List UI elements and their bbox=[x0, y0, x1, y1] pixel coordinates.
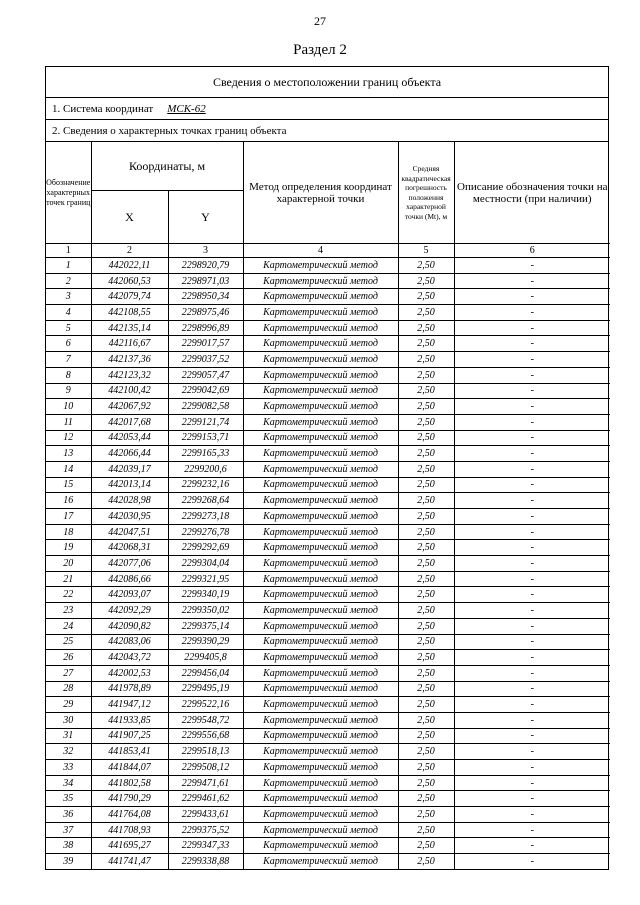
header-description: Описание обозначения точки на местности (при наличии) bbox=[454, 142, 610, 244]
error-cell: 2,50 bbox=[398, 477, 454, 493]
y-coordinate-cell: 2299433,61 bbox=[168, 807, 243, 823]
y-coordinate-cell: 2298950,34 bbox=[168, 289, 243, 305]
method-cell: Картометрический метод bbox=[243, 634, 398, 650]
error-cell: 2,50 bbox=[398, 367, 454, 383]
x-coordinate-cell: 442043,72 bbox=[91, 650, 168, 666]
point-number-cell: 14 bbox=[46, 461, 91, 477]
error-cell: 2,50 bbox=[398, 461, 454, 477]
description-cell: - bbox=[454, 414, 610, 430]
description-cell: - bbox=[454, 822, 610, 838]
method-cell: Картометрический метод bbox=[243, 305, 398, 321]
point-number-cell: 32 bbox=[46, 744, 91, 760]
y-coordinate-cell: 2299268,64 bbox=[168, 493, 243, 509]
table-row bbox=[46, 305, 610, 321]
error-cell: 2,50 bbox=[398, 775, 454, 791]
point-number-cell: 2 bbox=[46, 273, 91, 289]
method-cell: Картометрический метод bbox=[243, 775, 398, 791]
method-cell: Картометрический метод bbox=[243, 273, 398, 289]
coord-system-value: МСК-62 bbox=[167, 102, 206, 115]
error-cell: 2,50 bbox=[398, 540, 454, 556]
y-coordinate-cell: 2298971,03 bbox=[168, 273, 243, 289]
x-coordinate-cell: 441708,93 bbox=[91, 822, 168, 838]
point-number-cell: 33 bbox=[46, 760, 91, 776]
y-coordinate-cell: 2299340,19 bbox=[168, 587, 243, 603]
y-coordinate-cell: 2299556,68 bbox=[168, 728, 243, 744]
table-row bbox=[46, 587, 610, 603]
error-cell: 2,50 bbox=[398, 665, 454, 681]
section-title: Раздел 2 bbox=[293, 42, 347, 58]
table-row bbox=[46, 446, 610, 462]
point-number-cell: 4 bbox=[46, 305, 91, 321]
error-cell: 2,50 bbox=[398, 681, 454, 697]
x-coordinate-cell: 442030,95 bbox=[91, 509, 168, 525]
point-number-cell: 3 bbox=[46, 289, 91, 305]
description-cell: - bbox=[454, 634, 610, 650]
point-number-cell: 18 bbox=[46, 524, 91, 540]
table-row bbox=[46, 822, 610, 838]
description-cell: - bbox=[454, 838, 610, 854]
point-number-cell: 31 bbox=[46, 728, 91, 744]
x-coordinate-cell: 442066,44 bbox=[91, 446, 168, 462]
y-coordinate-cell: 2299273,18 bbox=[168, 509, 243, 525]
y-coordinate-cell: 2299405,8 bbox=[168, 650, 243, 666]
x-coordinate-cell: 441802,58 bbox=[91, 775, 168, 791]
description-cell: - bbox=[454, 760, 610, 776]
table-row bbox=[46, 775, 610, 791]
x-coordinate-cell: 442086,66 bbox=[91, 571, 168, 587]
table-row bbox=[46, 352, 610, 368]
x-coordinate-cell: 441947,12 bbox=[91, 697, 168, 713]
y-coordinate-cell: 2299042,69 bbox=[168, 383, 243, 399]
y-coordinate-cell: 2299518,13 bbox=[168, 744, 243, 760]
table-row bbox=[46, 712, 610, 728]
description-cell: - bbox=[454, 854, 610, 869]
x-coordinate-cell: 441790,29 bbox=[91, 791, 168, 807]
table-row bbox=[46, 493, 610, 509]
x-coordinate-cell: 442022,11 bbox=[91, 258, 168, 274]
method-cell: Картометрический метод bbox=[243, 618, 398, 634]
table-row bbox=[46, 524, 610, 540]
y-coordinate-cell: 2299153,71 bbox=[168, 430, 243, 446]
x-coordinate-cell: 442079,74 bbox=[91, 289, 168, 305]
column-number: 2 bbox=[91, 244, 168, 258]
column-number: 6 bbox=[454, 244, 610, 258]
description-cell: - bbox=[454, 744, 610, 760]
x-coordinate-cell: 442028,98 bbox=[91, 493, 168, 509]
description-cell: - bbox=[454, 650, 610, 666]
point-number-cell: 5 bbox=[46, 320, 91, 336]
method-cell: Картометрический метод bbox=[243, 383, 398, 399]
error-cell: 2,50 bbox=[398, 838, 454, 854]
point-number-cell: 39 bbox=[46, 854, 91, 869]
description-cell: - bbox=[454, 477, 610, 493]
table-row bbox=[46, 509, 610, 525]
error-cell: 2,50 bbox=[398, 273, 454, 289]
description-cell: - bbox=[454, 712, 610, 728]
description-cell: - bbox=[454, 509, 610, 525]
method-cell: Картометрический метод bbox=[243, 446, 398, 462]
point-number-cell: 22 bbox=[46, 587, 91, 603]
error-cell: 2,50 bbox=[398, 336, 454, 352]
point-number-cell: 19 bbox=[46, 540, 91, 556]
point-number-cell: 8 bbox=[46, 367, 91, 383]
error-cell: 2,50 bbox=[398, 399, 454, 415]
method-cell: Картометрический метод bbox=[243, 258, 398, 274]
description-cell: - bbox=[454, 697, 610, 713]
y-coordinate-cell: 2298996,89 bbox=[168, 320, 243, 336]
description-cell: - bbox=[454, 681, 610, 697]
method-cell: Картометрический метод bbox=[243, 822, 398, 838]
y-coordinate-cell: 2298975,46 bbox=[168, 305, 243, 321]
point-number-cell: 21 bbox=[46, 571, 91, 587]
x-coordinate-cell: 442047,51 bbox=[91, 524, 168, 540]
y-coordinate-cell: 2299017,57 bbox=[168, 336, 243, 352]
description-cell: - bbox=[454, 775, 610, 791]
method-cell: Картометрический метод bbox=[243, 493, 398, 509]
error-cell: 2,50 bbox=[398, 603, 454, 619]
header-row-1 bbox=[46, 142, 610, 191]
description-cell: - bbox=[454, 461, 610, 477]
table-row bbox=[46, 760, 610, 776]
table-row bbox=[46, 367, 610, 383]
table-row bbox=[46, 603, 610, 619]
description-cell: - bbox=[454, 603, 610, 619]
error-cell: 2,50 bbox=[398, 556, 454, 572]
error-cell: 2,50 bbox=[398, 744, 454, 760]
x-coordinate-cell: 442083,06 bbox=[91, 634, 168, 650]
point-number-cell: 7 bbox=[46, 352, 91, 368]
point-number-cell: 13 bbox=[46, 446, 91, 462]
table-row bbox=[46, 320, 610, 336]
y-coordinate-cell: 2299495,19 bbox=[168, 681, 243, 697]
y-coordinate-cell: 2298920,79 bbox=[168, 258, 243, 274]
x-coordinate-cell: 442039,17 bbox=[91, 461, 168, 477]
table-row bbox=[46, 540, 610, 556]
description-cell: - bbox=[454, 618, 610, 634]
method-cell: Картометрический метод bbox=[243, 289, 398, 305]
error-cell: 2,50 bbox=[398, 493, 454, 509]
y-coordinate-cell: 2299390,29 bbox=[168, 634, 243, 650]
y-coordinate-cell: 2299292,69 bbox=[168, 540, 243, 556]
y-coordinate-cell: 2299057,47 bbox=[168, 367, 243, 383]
table-row bbox=[46, 854, 610, 869]
method-cell: Картометрический метод bbox=[243, 681, 398, 697]
method-cell: Картометрический метод bbox=[243, 587, 398, 603]
header-method: Метод определения координат характерной точки bbox=[243, 142, 398, 244]
error-cell: 2,50 bbox=[398, 791, 454, 807]
description-cell: - bbox=[454, 493, 610, 509]
method-cell: Картометрический метод bbox=[243, 414, 398, 430]
error-cell: 2,50 bbox=[398, 289, 454, 305]
method-cell: Картометрический метод bbox=[243, 697, 398, 713]
y-coordinate-cell: 2299165,33 bbox=[168, 446, 243, 462]
y-coordinate-cell: 2299232,16 bbox=[168, 477, 243, 493]
method-cell: Картометрический метод bbox=[243, 336, 398, 352]
description-cell: - bbox=[454, 556, 610, 572]
point-number-cell: 16 bbox=[46, 493, 91, 509]
error-cell: 2,50 bbox=[398, 634, 454, 650]
method-cell: Картометрический метод bbox=[243, 430, 398, 446]
table-row bbox=[46, 461, 610, 477]
description-cell: - bbox=[454, 258, 610, 274]
x-coordinate-cell: 442092,29 bbox=[91, 603, 168, 619]
y-coordinate-cell: 2299347,33 bbox=[168, 838, 243, 854]
x-coordinate-cell: 442137,36 bbox=[91, 352, 168, 368]
y-coordinate-cell: 2299350,02 bbox=[168, 603, 243, 619]
method-cell: Картометрический метод bbox=[243, 571, 398, 587]
x-coordinate-cell: 441978,89 bbox=[91, 681, 168, 697]
y-coordinate-cell: 2299037,52 bbox=[168, 352, 243, 368]
error-cell: 2,50 bbox=[398, 728, 454, 744]
coord-system-label: 1. Система координат bbox=[52, 102, 154, 115]
description-cell: - bbox=[454, 665, 610, 681]
y-coordinate-cell: 2299548,72 bbox=[168, 712, 243, 728]
x-coordinate-cell: 442093,07 bbox=[91, 587, 168, 603]
column-number: 4 bbox=[243, 244, 398, 258]
y-coordinate-cell: 2299276,78 bbox=[168, 524, 243, 540]
table-row bbox=[46, 414, 610, 430]
description-cell: - bbox=[454, 807, 610, 823]
table-row bbox=[46, 681, 610, 697]
table-row bbox=[46, 477, 610, 493]
error-cell: 2,50 bbox=[398, 258, 454, 274]
x-coordinate-cell: 442135,14 bbox=[91, 320, 168, 336]
table-row bbox=[46, 289, 610, 305]
method-cell: Картометрический метод bbox=[243, 352, 398, 368]
table-row bbox=[46, 399, 610, 415]
point-number-cell: 23 bbox=[46, 603, 91, 619]
y-coordinate-cell: 2299375,14 bbox=[168, 618, 243, 634]
header-point-name: Обозначение характерных точек границ bbox=[46, 142, 91, 244]
table-row bbox=[46, 430, 610, 446]
column-number: 3 bbox=[168, 244, 243, 258]
method-cell: Картометрический метод bbox=[243, 320, 398, 336]
error-cell: 2,50 bbox=[398, 446, 454, 462]
x-coordinate-cell: 442077,06 bbox=[91, 556, 168, 572]
boundary-info-table bbox=[45, 66, 609, 870]
x-coordinate-cell: 441764,08 bbox=[91, 807, 168, 823]
table-row bbox=[46, 383, 610, 399]
description-cell: - bbox=[454, 446, 610, 462]
y-coordinate-cell: 2299522,16 bbox=[168, 697, 243, 713]
point-number-cell: 26 bbox=[46, 650, 91, 666]
x-coordinate-cell: 442017,68 bbox=[91, 414, 168, 430]
description-cell: - bbox=[454, 540, 610, 556]
point-number-cell: 20 bbox=[46, 556, 91, 572]
x-coordinate-cell: 442067,92 bbox=[91, 399, 168, 415]
x-coordinate-cell: 442060,53 bbox=[91, 273, 168, 289]
error-cell: 2,50 bbox=[398, 854, 454, 869]
method-cell: Картометрический метод bbox=[243, 712, 398, 728]
error-cell: 2,50 bbox=[398, 430, 454, 446]
point-number-cell: 25 bbox=[46, 634, 91, 650]
description-cell: - bbox=[454, 524, 610, 540]
point-number-cell: 12 bbox=[46, 430, 91, 446]
header-x: X bbox=[91, 191, 168, 244]
x-coordinate-cell: 442090,82 bbox=[91, 618, 168, 634]
table-title: Сведения о местоположении границ объекта bbox=[46, 67, 608, 98]
error-cell: 2,50 bbox=[398, 650, 454, 666]
method-cell: Картометрический метод bbox=[243, 728, 398, 744]
table-row bbox=[46, 556, 610, 572]
description-cell: - bbox=[454, 430, 610, 446]
method-cell: Картометрический метод bbox=[243, 760, 398, 776]
method-cell: Картометрический метод bbox=[243, 665, 398, 681]
x-coordinate-cell: 441695,27 bbox=[91, 838, 168, 854]
error-cell: 2,50 bbox=[398, 587, 454, 603]
method-cell: Картометрический метод bbox=[243, 807, 398, 823]
method-cell: Картометрический метод bbox=[243, 477, 398, 493]
x-coordinate-cell: 441844,07 bbox=[91, 760, 168, 776]
table-row bbox=[46, 807, 610, 823]
table-row bbox=[46, 728, 610, 744]
method-cell: Картометрический метод bbox=[243, 556, 398, 572]
point-number-cell: 6 bbox=[46, 336, 91, 352]
y-coordinate-cell: 2299461,62 bbox=[168, 791, 243, 807]
header-error: Средняя квадратическая погрешность положения характерной точки (Mt), м bbox=[398, 142, 454, 244]
error-cell: 2,50 bbox=[398, 822, 454, 838]
error-cell: 2,50 bbox=[398, 305, 454, 321]
description-cell: - bbox=[454, 305, 610, 321]
error-cell: 2,50 bbox=[398, 383, 454, 399]
table-row bbox=[46, 571, 610, 587]
y-coordinate-cell: 2299338,88 bbox=[168, 854, 243, 869]
description-cell: - bbox=[454, 336, 610, 352]
description-cell: - bbox=[454, 383, 610, 399]
x-coordinate-cell: 442002,53 bbox=[91, 665, 168, 681]
description-cell: - bbox=[454, 587, 610, 603]
point-number-cell: 24 bbox=[46, 618, 91, 634]
points-title: 2. Сведения о характерных точках границ объекта bbox=[46, 120, 608, 142]
header-y: Y bbox=[168, 191, 243, 244]
header-coordinates: Координаты, м bbox=[91, 142, 243, 191]
error-cell: 2,50 bbox=[398, 571, 454, 587]
method-cell: Картометрический метод bbox=[243, 603, 398, 619]
table-row bbox=[46, 258, 610, 274]
x-coordinate-cell: 442116,67 bbox=[91, 336, 168, 352]
error-cell: 2,50 bbox=[398, 618, 454, 634]
y-coordinate-cell: 2299508,12 bbox=[168, 760, 243, 776]
description-cell: - bbox=[454, 399, 610, 415]
method-cell: Картометрический метод bbox=[243, 509, 398, 525]
description-cell: - bbox=[454, 728, 610, 744]
points-table-body bbox=[46, 258, 610, 869]
x-coordinate-cell: 442068,31 bbox=[91, 540, 168, 556]
y-coordinate-cell: 2299321,95 bbox=[168, 571, 243, 587]
error-cell: 2,50 bbox=[398, 509, 454, 525]
point-number-cell: 17 bbox=[46, 509, 91, 525]
x-coordinate-cell: 441741,47 bbox=[91, 854, 168, 869]
method-cell: Картометрический метод bbox=[243, 744, 398, 760]
y-coordinate-cell: 2299082,58 bbox=[168, 399, 243, 415]
description-cell: - bbox=[454, 273, 610, 289]
method-cell: Картометрический метод bbox=[243, 367, 398, 383]
y-coordinate-cell: 2299200,6 bbox=[168, 461, 243, 477]
x-coordinate-cell: 441853,41 bbox=[91, 744, 168, 760]
x-coordinate-cell: 442123,32 bbox=[91, 367, 168, 383]
column-number: 5 bbox=[398, 244, 454, 258]
y-coordinate-cell: 2299121,74 bbox=[168, 414, 243, 430]
table-row bbox=[46, 744, 610, 760]
table-row bbox=[46, 273, 610, 289]
error-cell: 2,50 bbox=[398, 807, 454, 823]
error-cell: 2,50 bbox=[398, 697, 454, 713]
x-coordinate-cell: 442108,55 bbox=[91, 305, 168, 321]
error-cell: 2,50 bbox=[398, 524, 454, 540]
point-number-cell: 1 bbox=[46, 258, 91, 274]
point-number-cell: 36 bbox=[46, 807, 91, 823]
table-row bbox=[46, 634, 610, 650]
x-coordinate-cell: 442100,42 bbox=[91, 383, 168, 399]
point-number-cell: 35 bbox=[46, 791, 91, 807]
x-coordinate-cell: 442013,14 bbox=[91, 477, 168, 493]
point-number-cell: 28 bbox=[46, 681, 91, 697]
y-coordinate-cell: 2299375,52 bbox=[168, 822, 243, 838]
description-cell: - bbox=[454, 791, 610, 807]
point-number-cell: 38 bbox=[46, 838, 91, 854]
method-cell: Картометрический метод bbox=[243, 540, 398, 556]
error-cell: 2,50 bbox=[398, 414, 454, 430]
y-coordinate-cell: 2299471,61 bbox=[168, 775, 243, 791]
method-cell: Картометрический метод bbox=[243, 461, 398, 477]
description-cell: - bbox=[454, 289, 610, 305]
point-number-cell: 10 bbox=[46, 399, 91, 415]
table-row bbox=[46, 650, 610, 666]
page-number: 27 bbox=[314, 14, 326, 28]
x-coordinate-cell: 442053,44 bbox=[91, 430, 168, 446]
table-row bbox=[46, 618, 610, 634]
error-cell: 2,50 bbox=[398, 352, 454, 368]
points-table bbox=[46, 142, 610, 869]
x-coordinate-cell: 441933,85 bbox=[91, 712, 168, 728]
point-number-cell: 30 bbox=[46, 712, 91, 728]
method-cell: Картометрический метод bbox=[243, 838, 398, 854]
point-number-cell: 15 bbox=[46, 477, 91, 493]
point-number-cell: 34 bbox=[46, 775, 91, 791]
error-cell: 2,50 bbox=[398, 320, 454, 336]
point-number-cell: 9 bbox=[46, 383, 91, 399]
column-number: 1 bbox=[46, 244, 91, 258]
description-cell: - bbox=[454, 352, 610, 368]
point-number-cell: 29 bbox=[46, 697, 91, 713]
y-coordinate-cell: 2299456,04 bbox=[168, 665, 243, 681]
method-cell: Картометрический метод bbox=[243, 854, 398, 869]
method-cell: Картометрический метод bbox=[243, 650, 398, 666]
point-number-cell: 27 bbox=[46, 665, 91, 681]
description-cell: - bbox=[454, 320, 610, 336]
table-row bbox=[46, 791, 610, 807]
error-cell: 2,50 bbox=[398, 712, 454, 728]
method-cell: Картометрический метод bbox=[243, 524, 398, 540]
y-coordinate-cell: 2299304,04 bbox=[168, 556, 243, 572]
column-numbers-row bbox=[46, 244, 610, 258]
table-row bbox=[46, 697, 610, 713]
error-cell: 2,50 bbox=[398, 760, 454, 776]
table-row bbox=[46, 336, 610, 352]
description-cell: - bbox=[454, 571, 610, 587]
table-row bbox=[46, 838, 610, 854]
point-number-cell: 37 bbox=[46, 822, 91, 838]
coord-system-line bbox=[46, 98, 608, 120]
method-cell: Картометрический метод bbox=[243, 791, 398, 807]
description-cell: - bbox=[454, 367, 610, 383]
x-coordinate-cell: 441907,25 bbox=[91, 728, 168, 744]
table-row bbox=[46, 665, 610, 681]
point-number-cell: 11 bbox=[46, 414, 91, 430]
method-cell: Картометрический метод bbox=[243, 399, 398, 415]
